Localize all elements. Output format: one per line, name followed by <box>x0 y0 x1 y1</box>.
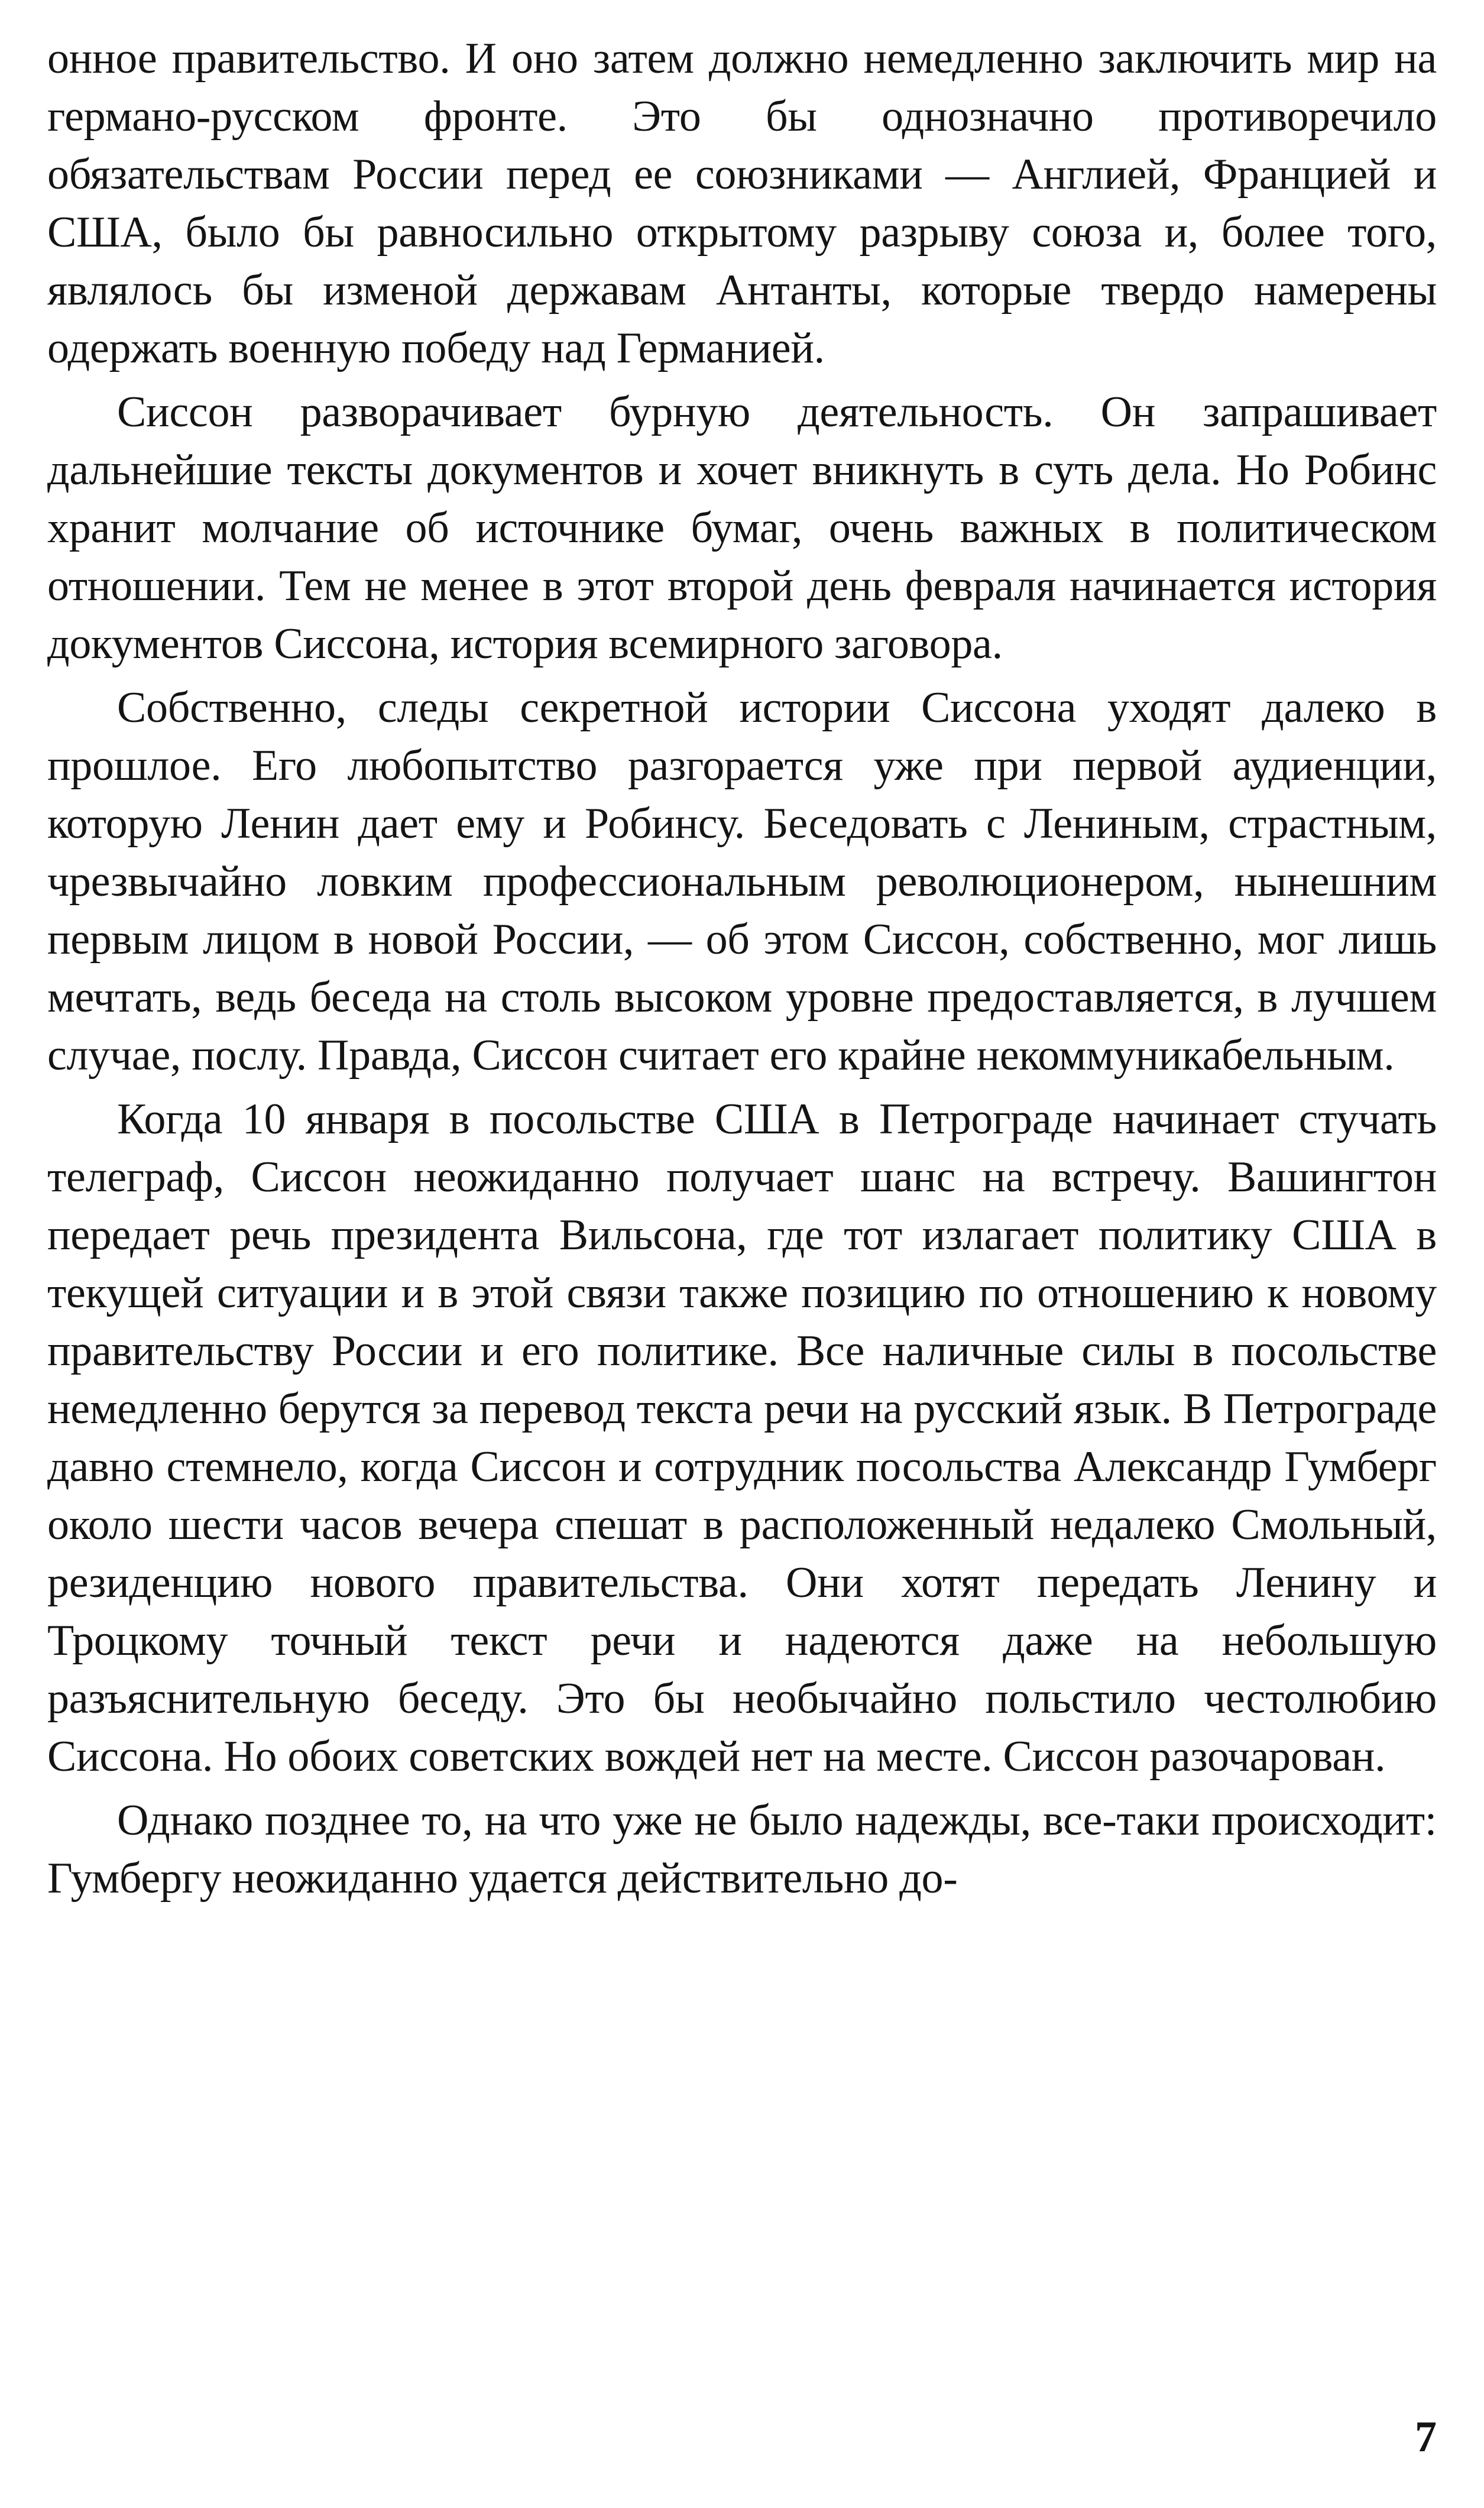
paragraph-3: Собственно, следы секретной истории Сиссона уходят далеко в прошлое. Его любопытство разгорается уже при первой аудиенции, которую Ленин дает ему и Робинсу. Беседовать с Лениным, страстным, чрезвычайно ловким профессиональным революционером, нынешним первым лицом в новой России, — об этом Сиссон, собственно, мог лишь мечтать, ведь беседа на столь высоком уровне предоставляется, в лучшем случае, послу. Правда, Сиссон считает его крайне некоммуникабельным. <box>47 683 1437 1080</box>
paragraph-2: Сиссон разворачивает бурную деятельность. Он запрашивает дальнейшие тексты документов и хочет вникнуть в суть дела. Но Робинс хранит молчание об источнике бумаг, очень важных в политическом отношении. Тем не менее в этот второй день февраля начинается история документов Сиссона, история всемирного заговора. <box>47 388 1437 668</box>
paragraph-4: Когда 10 января в посольстве США в Петрограде начинает стучать телеграф, Сиссон неожиданно получает шанс на встречу. Вашингтон передает речь президента Вильсона, где тот излагает политику США в текущей ситуации и в этой связи также позицию по отношению к новому правительству России и его политике. Все наличные силы в посольстве немедленно берутся за перевод текста речи на русский язык. В Петрограде давно стемнело, когда Сиссон и сотрудник посольства Александр Гумберг около шести часов вечера спешат в расположенный недалеко Смольный, резиденцию нового правительства. Они хотят передать Ленину и Троцкому точный текст речи и надеются даже на небольшую разъяснительную беседу. Это бы необычайно польстило честолюбию Сиссона. Но обоих советских вождей нет на месте. Сиссон разочарован. <box>47 1095 1437 1781</box>
page-number: 7 <box>1415 2413 1437 2461</box>
paragraph-5: Однако позднее то, на что уже не было надежды, все-таки происходит: Гумбергу неожиданно удается действительно до- <box>47 1796 1437 1903</box>
paragraph-1: онное правительство. И оно затем должно немедленно заключить мир на германо-русском фронте. Это бы однозначно противоречило обязательствам России перед ее союзниками — Англией, Францией и США, было бы равносильно открытому разрыву союза и, более того, являлось бы изменой державам Антанты, которые твердо намерены одержать военную победу над Германией. <box>47 34 1437 372</box>
page-body <box>47 30 1437 1913</box>
